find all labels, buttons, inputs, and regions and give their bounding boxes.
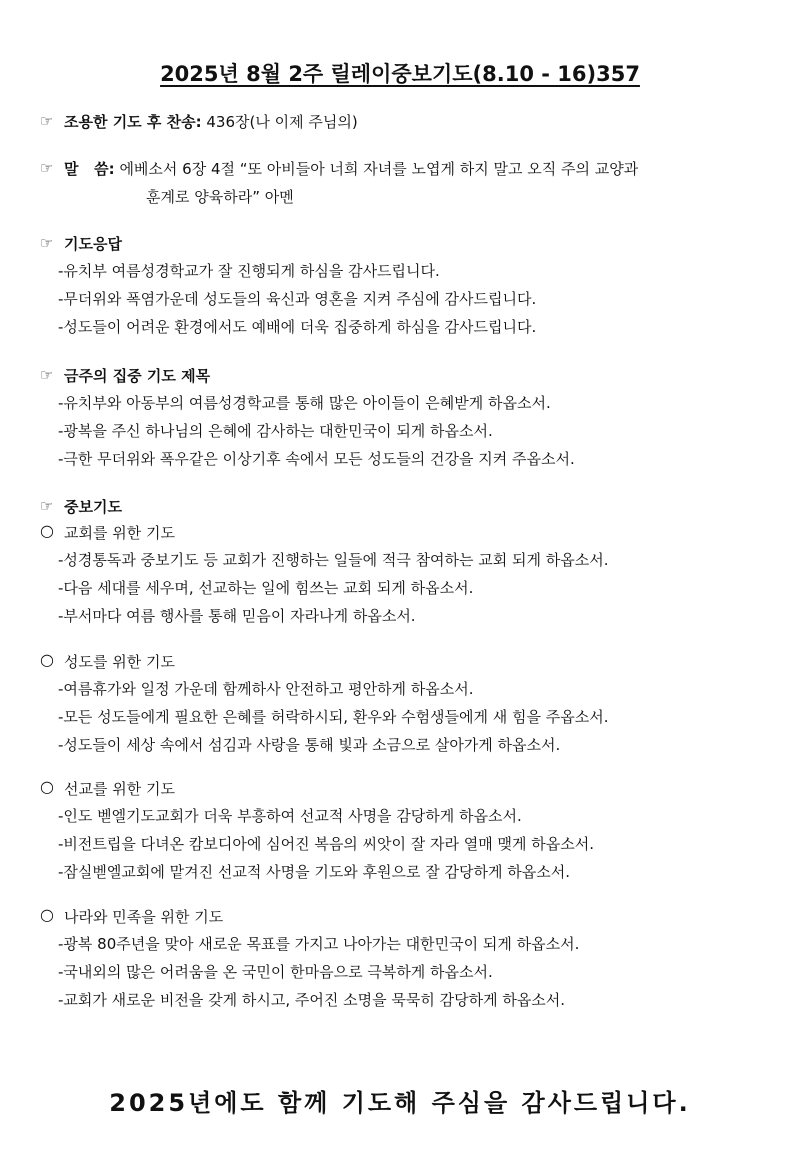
saints-section-title: 성도를 위한 기도 bbox=[64, 653, 175, 671]
mission-item: -잠실벧엘교회에 맡겨진 선교적 사명을 기도와 후원으로 잘 감당하게 하옵소서. bbox=[58, 863, 571, 881]
intercession-heading: 중보기도 bbox=[64, 498, 122, 516]
saints-item: -여름휴가와 일정 가운데 함께하사 안전하고 평안하게 하옵소서. bbox=[58, 680, 474, 698]
page-title-text: 2025년 8월 2주 릴레이중보기도(8.10 - 16)357 bbox=[160, 62, 640, 86]
hymn-text: 436장(나 이제 주님의) bbox=[206, 113, 358, 131]
pointing-hand-icon: ☞ bbox=[40, 366, 54, 384]
scripture-text-1: 에베소서 6장 4절 “또 아비들아 너희 자녀를 노엽게 하지 말고 오직 주의 교양과 bbox=[119, 160, 639, 178]
hymn-line bbox=[64, 111, 358, 133]
answers-heading: 기도응답 bbox=[64, 235, 122, 253]
pointing-hand-icon: ☞ bbox=[40, 159, 54, 177]
circle-bullet-icon: ○ bbox=[40, 521, 54, 540]
nation-item: -국내외의 많은 어려움을 온 국민이 한마음으로 극복하게 하옵소서. bbox=[58, 963, 493, 981]
mission-item: -인도 벧엘기도교회가 더욱 부흥하여 선교적 사명을 감당하게 하옵소서. bbox=[58, 807, 522, 825]
scripture-line-1 bbox=[64, 158, 638, 180]
focus-item: -극한 무더위와 폭우같은 이상기후 속에서 모든 성도들의 건강을 지켜 주옵소서. bbox=[58, 450, 575, 468]
pointing-hand-icon: ☞ bbox=[40, 497, 54, 515]
circle-bullet-icon: ○ bbox=[40, 650, 54, 669]
church-item: -성경통독과 중보기도 등 교회가 진행하는 일들에 적극 참여하는 교회 되게 하옵소서. bbox=[58, 551, 609, 569]
focus-heading: 금주의 집중 기도 제목 bbox=[64, 367, 211, 385]
focus-item: -광복을 주신 하나님의 은혜에 감사하는 대한민국이 되게 하옵소서. bbox=[58, 422, 493, 440]
closing-message: 2025년에도 함께 기도해 주심을 감사드립니다. bbox=[109, 1089, 691, 1117]
answers-item: -성도들이 어려운 환경에서도 예배에 더욱 집중하게 하심을 감사드립니다. bbox=[58, 318, 537, 336]
nation-item: -광복 80주년을 맞아 새로운 목표를 가지고 나아가는 대한민국이 되게 하옵소서. bbox=[58, 935, 580, 953]
scripture-label: 말 씀: bbox=[64, 160, 115, 178]
mission-section-title: 선교를 위한 기도 bbox=[64, 780, 175, 798]
nation-section-title: 나라와 민족을 위한 기도 bbox=[64, 908, 224, 926]
circle-bullet-icon: ○ bbox=[40, 777, 54, 796]
hymn-label: 조용한 기도 후 찬송: bbox=[64, 113, 202, 131]
circle-bullet-icon: ○ bbox=[40, 905, 54, 924]
nation-item: -교회가 새로운 비전을 갖게 하시고, 주어진 소명을 묵묵히 감당하게 하옵소서. bbox=[58, 991, 566, 1009]
mission-item: -비전트립을 다녀온 캄보디아에 심어진 복음의 씨앗이 잘 자라 열매 맺게 하옵소서. bbox=[58, 835, 595, 853]
church-section-title: 교회를 위한 기도 bbox=[64, 524, 175, 542]
church-item: -부서마다 여름 행사를 통해 믿음이 자라나게 하옵소서. bbox=[58, 607, 416, 625]
saints-item: -모든 성도들에게 필요한 은혜를 허락하시되, 환우와 수험생들에게 새 힘을 주옵소서. bbox=[58, 708, 609, 726]
saints-item: -성도들이 세상 속에서 섬김과 사랑을 통해 빛과 소금으로 살아가게 하옵소서. bbox=[58, 736, 561, 754]
answers-item: -무더위와 폭염가운데 성도들의 육신과 영혼을 지켜 주심에 감사드립니다. bbox=[58, 290, 537, 308]
pointing-hand-icon: ☞ bbox=[40, 234, 54, 252]
answers-item: -유치부 여름성경학교가 잘 진행되게 하심을 감사드립니다. bbox=[58, 262, 440, 280]
church-item: -다음 세대를 세우며, 선교하는 일에 힘쓰는 교회 되게 하옵소서. bbox=[58, 579, 474, 597]
focus-item: -유치부와 아동부의 여름성경학교를 통해 많은 아이들이 은혜받게 하옵소서. bbox=[58, 394, 551, 412]
scripture-line-2: 훈계로 양육하라” 아멘 bbox=[146, 188, 294, 206]
pointing-hand-icon: ☞ bbox=[40, 112, 54, 130]
page-title bbox=[0, 58, 800, 88]
